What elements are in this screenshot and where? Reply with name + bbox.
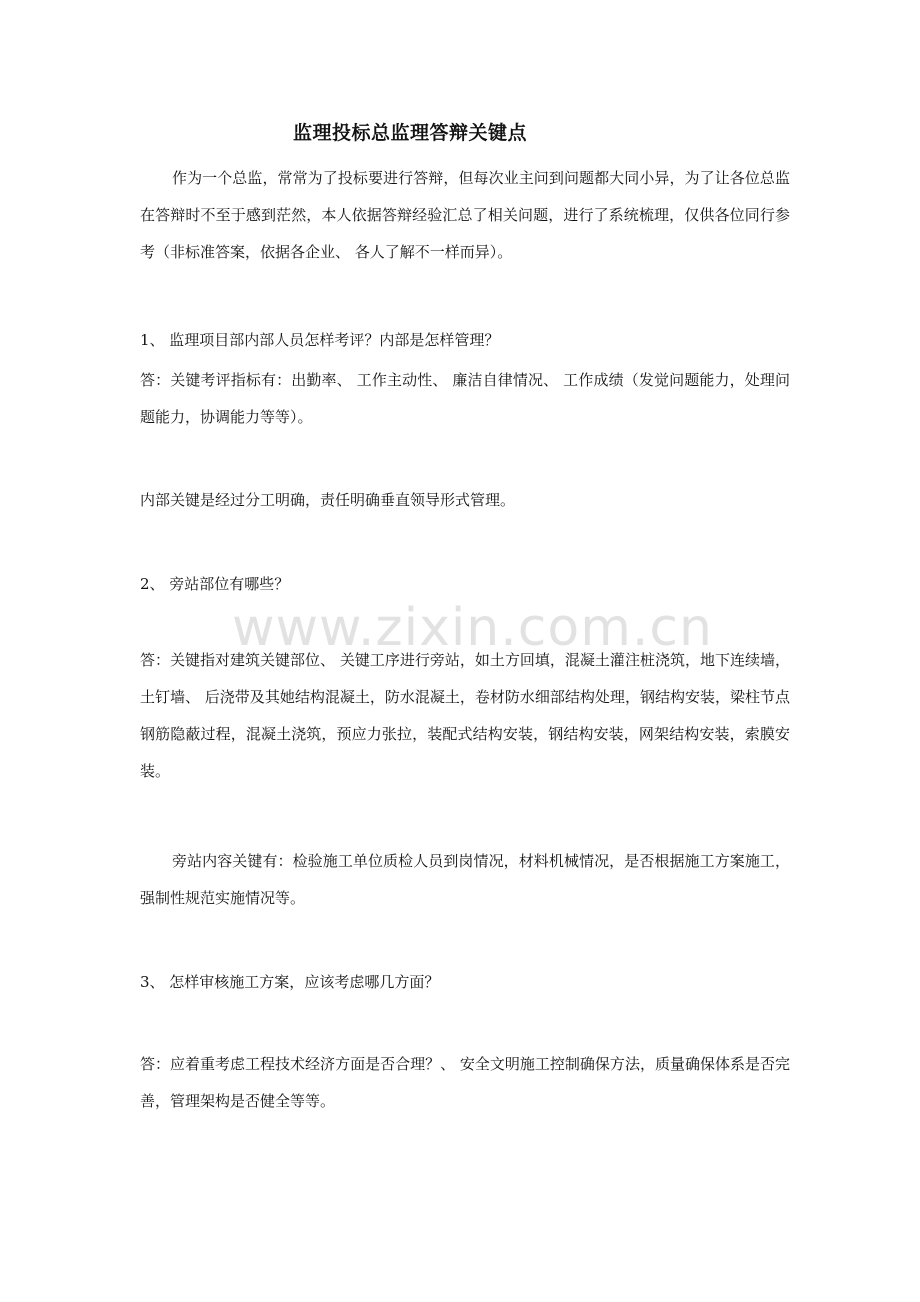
question-2: 2、 旁站部位有哪些？: [140, 575, 290, 593]
answer-2-continued: 旁站内容关键有：检验施工单位质检人员到岗情况，材料机械情况，是否根据施工方案施工，强制性规范实施情况等。: [140, 852, 790, 907]
question-1: 1、 监理项目部内部人员怎样考评？内部是怎样管理？: [140, 331, 500, 349]
answer-1-continued: 内部关键是经过分工明确，责任明确垂直领导形式管理。: [140, 491, 516, 509]
answer-2: 答：关键指对建筑关键部位、 关键工序进行旁站，如土方回填，混凝土灌注桩浇筑，地下连续墙，土钉墙、 后浇带及其她结构混凝土，防水混凝土，卷材防水细部结构处理，钢结构安装，梁柱节点钢筋隐蔽过程，混凝土浇筑，预应力张拉，装配式结构安装，钢结构安装，网架结构安装，索膜安装。: [140, 651, 790, 780]
answer-1: 答：关键考评指标有：出勤率、 工作主动性、 廉洁自律情况、 工作成绩（发觉问题能力，处理问题能力，协调能力等等）。: [140, 371, 790, 426]
watermark: www.zixin.com.cn: [232, 598, 713, 658]
question-3: 3、 怎样审核施工方案，应该考虑哪几方面？: [140, 973, 440, 991]
intro-paragraph: 作为一个总监，常常为了投标要进行答辩，但每次业主问到问题都大同小异，为了让各位总监在答辩时不至于感到茫然，本人依据答辩经验汇总了相关问题，进行了系统梳理，仅供各位同行参考（非标准答案，依据各企业、 各人了解不一样而异）。: [140, 169, 790, 261]
document-title: 监理投标总监理答辩关键点: [292, 122, 527, 144]
answer-3: 答：应着重考虑工程技术经济方面是否合理？、 安全文明施工控制确保方法，质量确保体系是否完善，管理架构是否健全等等。: [140, 1055, 790, 1110]
